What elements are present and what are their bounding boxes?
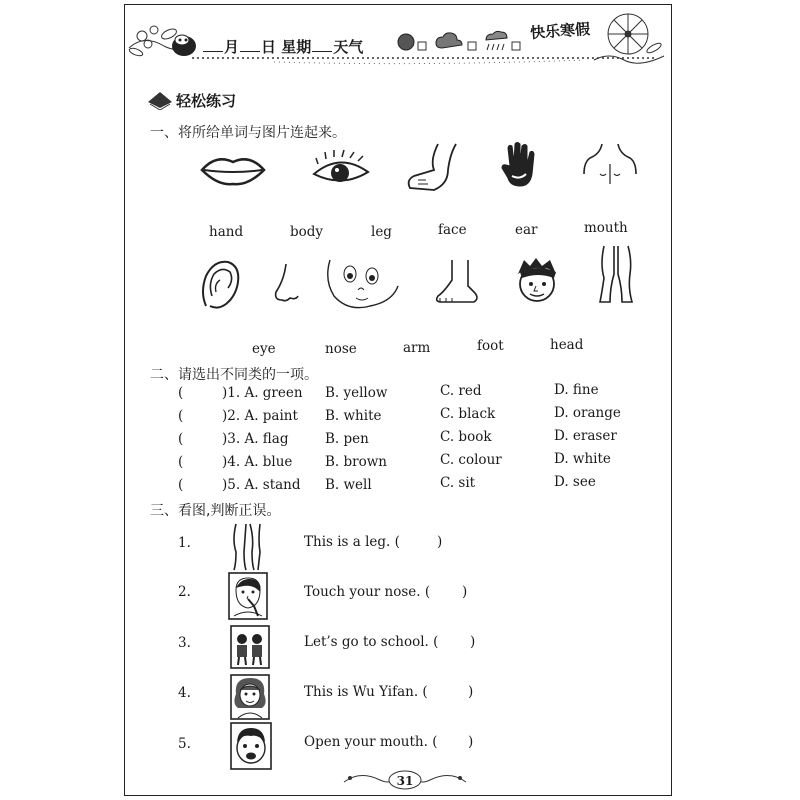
word-nose[interactable]: nose: [325, 341, 357, 357]
answer-paren[interactable]: (: [178, 385, 184, 401]
boy-open-mouth-picture: [230, 722, 272, 770]
mouth-picture[interactable]: [198, 150, 268, 190]
answer-close-paren[interactable]: ): [468, 734, 474, 750]
word-arm[interactable]: arm: [403, 340, 431, 356]
word-body[interactable]: body: [290, 224, 324, 240]
body-picture[interactable]: [582, 140, 638, 190]
option-d: D. see: [554, 474, 596, 490]
sentence: Open your mouth. (: [304, 734, 438, 750]
word-eye[interactable]: eye: [252, 341, 276, 357]
weather-checkbox[interactable]: [418, 42, 426, 50]
answer-paren[interactable]: (: [178, 477, 184, 493]
sentence: Let’s go to school. (: [304, 634, 439, 650]
sentence: Touch your nose. (: [304, 584, 431, 600]
option-d: D. fine: [554, 382, 599, 398]
bicycle-wheel-icon: [608, 14, 648, 54]
option-b: B. pen: [325, 431, 369, 447]
sentence: This is Wu Yifan. (: [304, 684, 428, 700]
item-number: 4.: [178, 685, 191, 701]
item-number: 1.: [178, 535, 191, 551]
weather-checkbox[interactable]: [512, 42, 520, 50]
rain-icon: [486, 31, 507, 50]
part2-instruction: 二、请选出不同类的一项。: [150, 367, 318, 383]
item-number: 5.: [178, 736, 191, 752]
option-a: )5. A. stand: [222, 477, 301, 493]
answer-close-paren[interactable]: ): [462, 584, 468, 600]
date-weather-line: [202, 36, 363, 57]
option-a: )4. A. blue: [222, 454, 293, 470]
page-number: 31: [396, 774, 414, 788]
word-head[interactable]: head: [550, 337, 584, 353]
word-leg[interactable]: leg: [371, 224, 392, 240]
head-picture[interactable]: [514, 256, 560, 304]
hand-picture[interactable]: [500, 140, 544, 190]
section-title: 轻松练习: [176, 92, 237, 110]
option-b: B. white: [325, 408, 382, 424]
page-title: 快乐寒假: [529, 19, 591, 43]
arm-picture[interactable]: [404, 140, 460, 196]
leg-picture: [228, 522, 264, 572]
weather-label: 天气: [333, 38, 364, 56]
option-d: D. white: [554, 451, 611, 467]
word-hand[interactable]: hand: [209, 224, 244, 240]
bird-decoration-icon: [172, 35, 196, 56]
answer-paren[interactable]: (: [178, 408, 184, 424]
ear-picture[interactable]: [196, 256, 242, 312]
option-c: C. black: [440, 406, 496, 422]
day-blank[interactable]: [240, 39, 260, 52]
answer-close-paren[interactable]: ): [468, 684, 474, 700]
word-face[interactable]: face: [438, 222, 467, 238]
option-b: B. brown: [325, 454, 387, 470]
option-a: )1. A. green: [222, 385, 303, 401]
month-label: 月: [224, 38, 240, 56]
word-foot[interactable]: foot: [477, 338, 504, 354]
item-number: 3.: [178, 635, 191, 651]
option-a: )3. A. flag: [222, 431, 289, 447]
answer-paren[interactable]: (: [178, 454, 184, 470]
word-mouth[interactable]: mouth: [584, 220, 628, 236]
option-d: D. eraser: [554, 428, 617, 444]
sun-icon: [398, 34, 414, 50]
month-blank[interactable]: [203, 39, 223, 52]
answer-close-paren[interactable]: ): [470, 634, 476, 650]
girl-portrait-picture: [230, 674, 270, 720]
foot-picture[interactable]: [434, 258, 482, 306]
option-d: D. orange: [554, 405, 621, 421]
cloud-sun-icon: [436, 33, 462, 48]
option-c: C. colour: [440, 452, 502, 468]
option-a: )2. A. paint: [222, 408, 298, 424]
weather-checkbox[interactable]: [468, 42, 476, 50]
day-label: 日: [261, 38, 277, 56]
part1-instruction: 一、将所给单词与图片连起来。: [150, 125, 346, 141]
face-picture[interactable]: [322, 256, 404, 312]
children-school-picture: [230, 625, 270, 669]
leaf-decoration-icon: [594, 41, 664, 63]
touch-nose-picture: [228, 572, 268, 620]
answer-paren[interactable]: (: [178, 431, 184, 447]
word-ear[interactable]: ear: [515, 222, 538, 238]
book-icon: [146, 88, 174, 110]
answer-close-paren[interactable]: ): [437, 534, 443, 550]
eye-picture[interactable]: [310, 148, 372, 192]
part3-instruction: 三、看图,判断正误。: [150, 503, 281, 519]
option-c: C. sit: [440, 475, 476, 491]
nose-picture[interactable]: [270, 262, 304, 306]
weekday-label: 星期: [281, 38, 312, 56]
option-b: B. yellow: [325, 385, 388, 401]
weekday-blank[interactable]: [312, 39, 332, 52]
leg-picture[interactable]: [596, 244, 636, 306]
sentence: This is a leg. (: [304, 534, 400, 550]
option-c: C. book: [440, 429, 492, 445]
option-b: B. well: [325, 477, 372, 493]
option-c: C. red: [440, 383, 482, 399]
item-number: 2.: [178, 584, 191, 600]
